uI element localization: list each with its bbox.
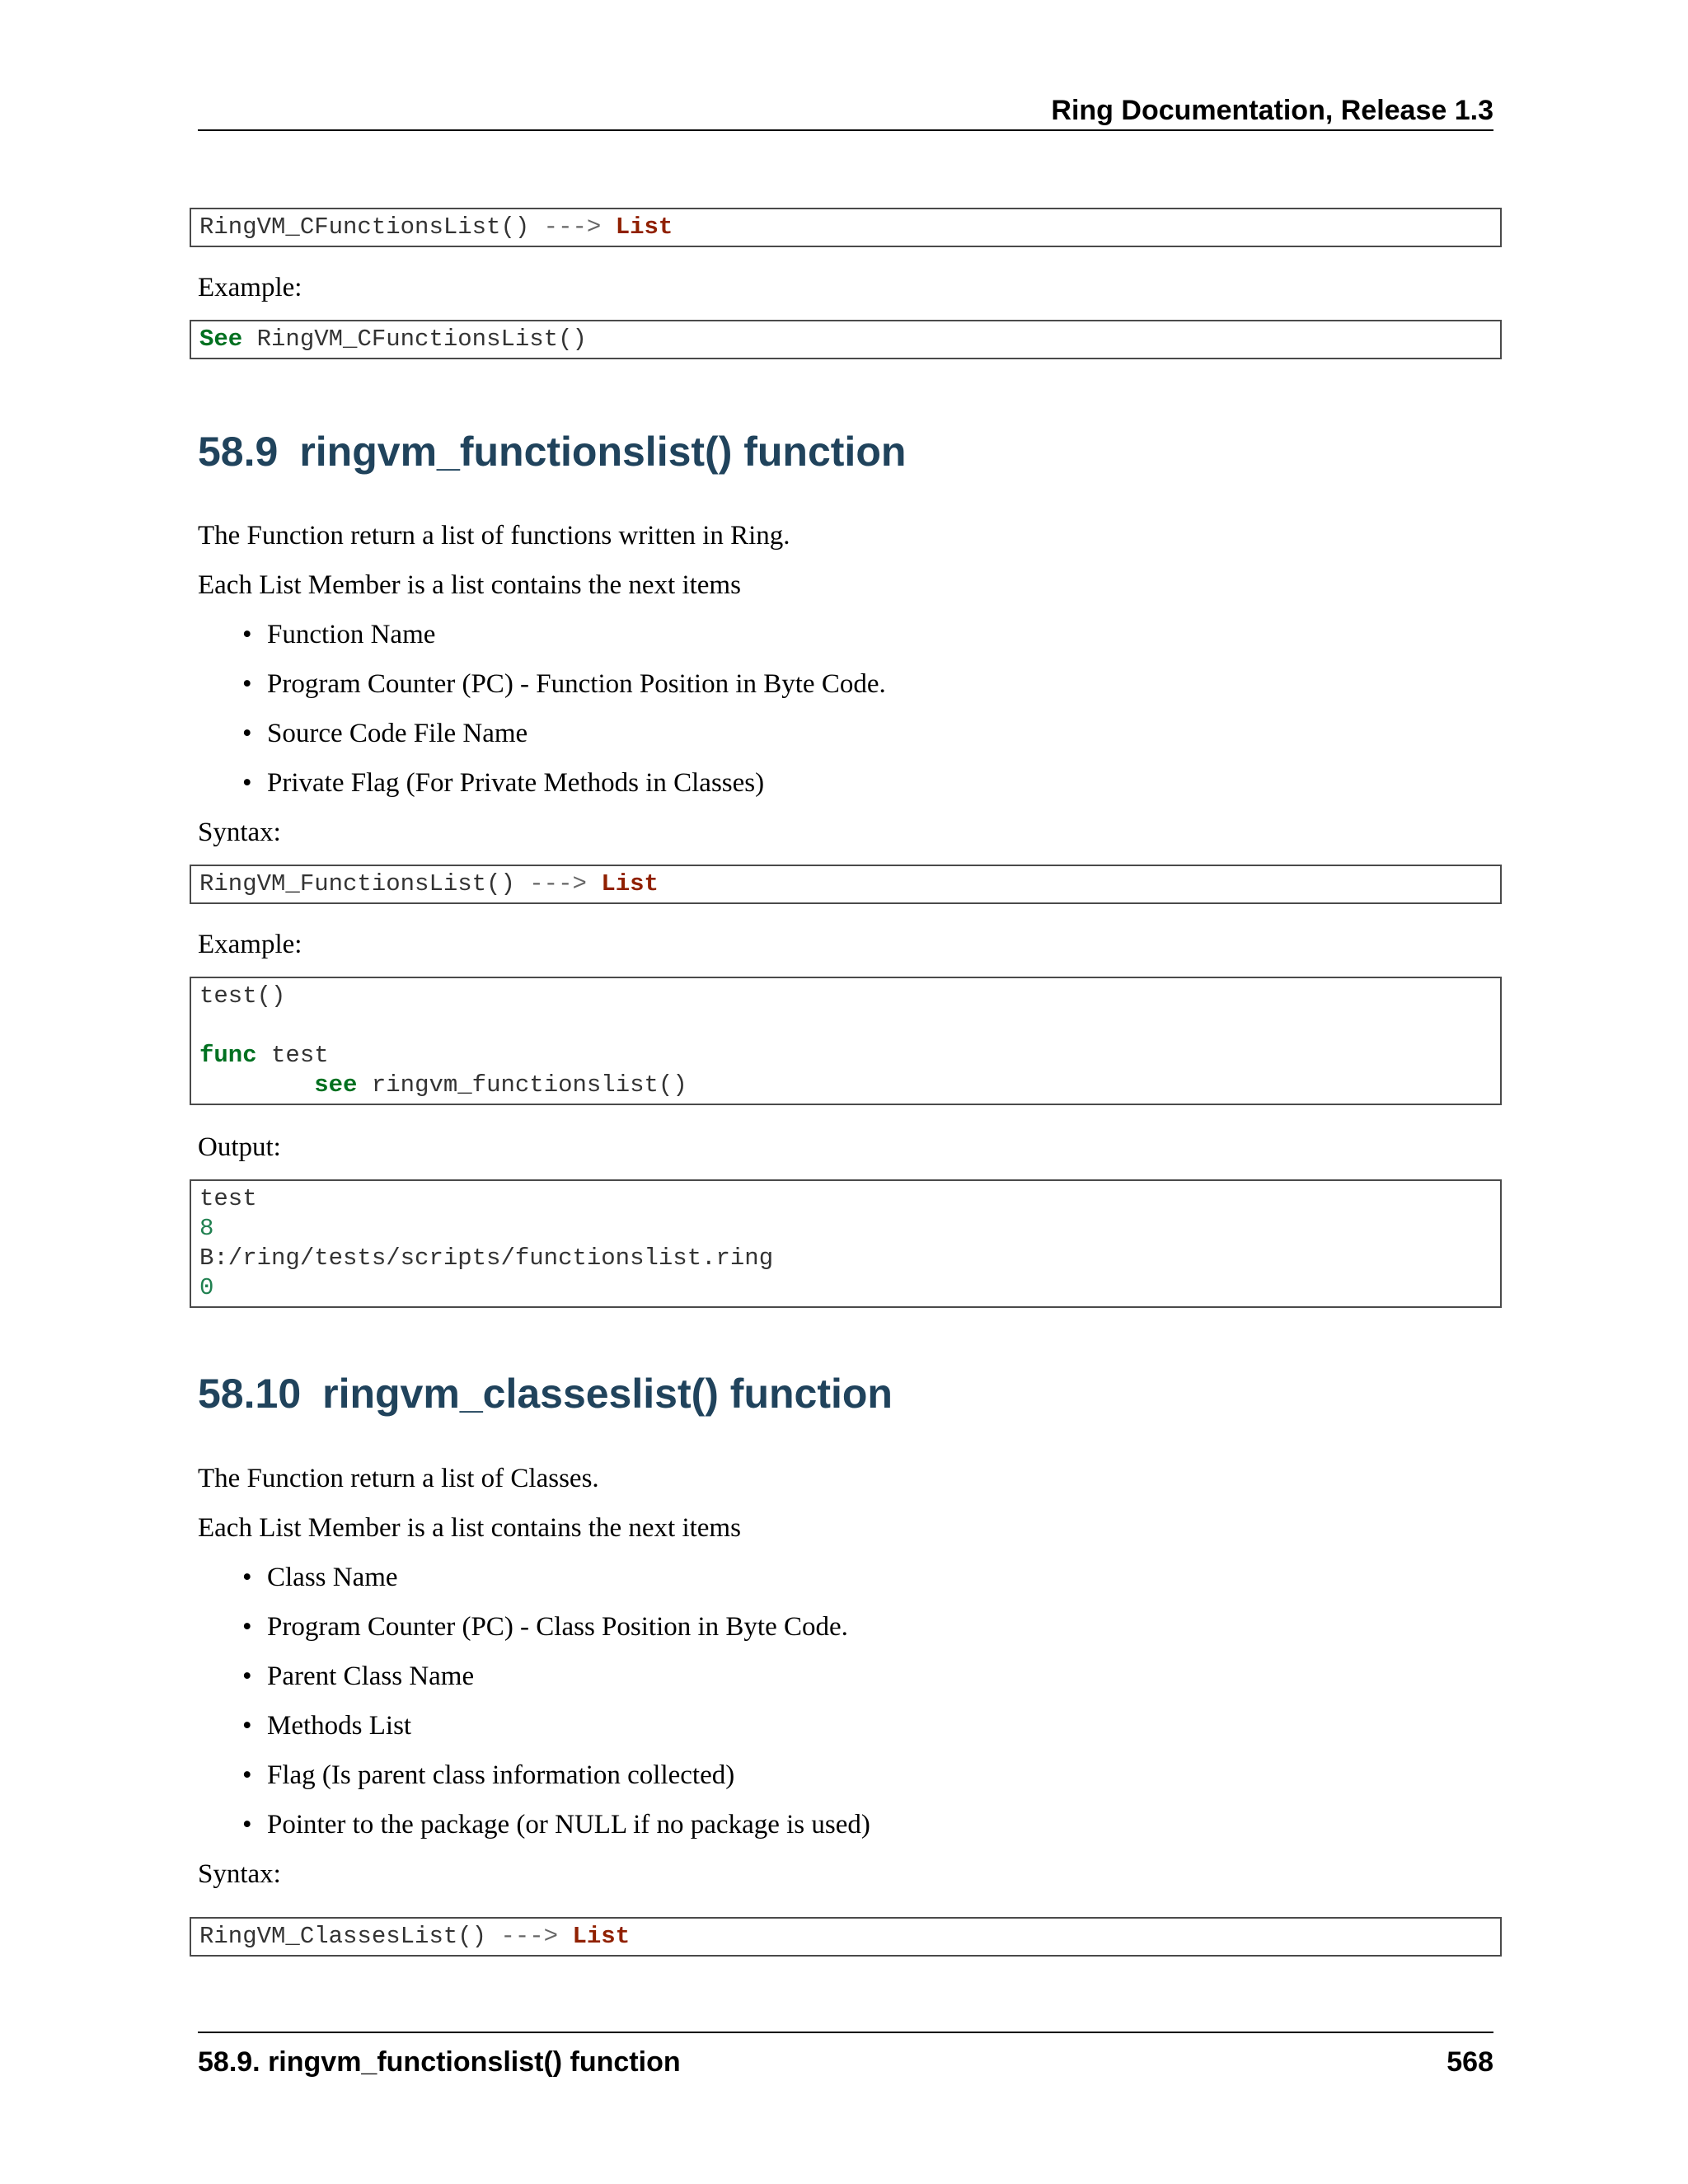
bullet-mark: • — [242, 1612, 252, 1642]
bullet-mark: • — [242, 719, 252, 748]
list-item — [242, 1709, 411, 1742]
bullet-mark: • — [242, 669, 252, 699]
header-rule — [198, 129, 1493, 131]
code-block-cfunctionslist-example — [190, 320, 1502, 359]
list-item-text: Source Code File Name — [267, 719, 528, 748]
list-item-text: Program Counter (PC) - Function Position in Byte Code. — [267, 669, 886, 699]
code-arrow: ---> — [500, 1923, 559, 1950]
list-item — [242, 1561, 398, 1594]
code-return-type: List — [615, 213, 673, 241]
list-item — [242, 618, 435, 651]
code-return-type: List — [572, 1923, 631, 1950]
page-number: 568 — [1447, 2046, 1493, 2078]
code-block-classeslist-syntax — [190, 1917, 1502, 1957]
items-intro: Each List Member is a list contains the next items — [198, 1513, 741, 1543]
bullet-mark: • — [242, 1810, 252, 1840]
running-header: Ring Documentation, Release 1.3 — [1051, 95, 1493, 126]
list-item-text: Parent Class Name — [267, 1661, 475, 1691]
output-label: Output: — [198, 1132, 281, 1162]
section-intro: The Function return a list of functions written in Ring. — [198, 521, 790, 551]
code-call: test() — [199, 982, 286, 1010]
list-item-text: Private Flag (For Private Methods in Classes) — [267, 768, 765, 798]
section-number: 58.9 — [198, 429, 279, 475]
list-item-text: Function Name — [267, 620, 436, 649]
section-number: 58.10 — [198, 1371, 302, 1417]
syntax-label: Syntax: — [198, 818, 281, 847]
code-block-functionslist-output — [190, 1179, 1502, 1308]
section-heading-58-10 — [198, 1369, 893, 1418]
section-title-text: ringvm_functionslist() function — [299, 429, 907, 475]
list-item-text: Flag (Is parent class information collected) — [267, 1760, 735, 1790]
code-call: RingVM_CFunctionsList() — [256, 326, 587, 353]
section-intro: The Function return a list of Classes. — [198, 1464, 599, 1493]
code-call: ringvm_functionslist() — [371, 1071, 687, 1099]
code-keyword: see — [314, 1071, 358, 1099]
bullet-mark: • — [242, 620, 252, 649]
items-intro: Each List Member is a list contains the next items — [198, 570, 741, 600]
code-keyword: See — [199, 326, 243, 353]
list-item-text: Program Counter (PC) - Class Position in Byte Code. — [267, 1612, 848, 1642]
list-item — [242, 668, 886, 701]
code-fn: RingVM_FunctionsList() — [199, 870, 515, 898]
output-line: 8 — [199, 1215, 214, 1242]
syntax-label: Syntax: — [198, 1859, 281, 1889]
bullet-mark: • — [242, 1661, 252, 1691]
section-title-text: ringvm_classeslist() function — [322, 1371, 893, 1417]
code-fn: RingVM_ClassesList() — [199, 1923, 487, 1950]
list-item-text: Methods List — [267, 1711, 412, 1741]
code-return-type: List — [601, 870, 659, 898]
list-item — [242, 1808, 870, 1841]
code-fn: RingVM_CFunctionsList() — [199, 213, 530, 241]
output-line: test — [199, 1185, 257, 1212]
footer-rule — [198, 2032, 1493, 2033]
code-block-functionslist-example — [190, 977, 1502, 1105]
code-block-functionslist-syntax — [190, 865, 1502, 904]
bullet-mark: • — [242, 1711, 252, 1741]
code-func-name: test — [271, 1042, 329, 1069]
list-item — [242, 1610, 848, 1643]
list-item — [242, 1759, 734, 1792]
example-label: Example: — [198, 930, 302, 959]
section-heading-58-9 — [198, 427, 906, 476]
bullet-mark: • — [242, 768, 252, 798]
output-line: 0 — [199, 1274, 214, 1301]
list-item — [242, 1660, 474, 1693]
example-label: Example: — [198, 273, 302, 302]
code-arrow: ---> — [529, 870, 587, 898]
code-block-cfunctionslist-syntax — [190, 208, 1502, 247]
code-arrow: ---> — [543, 213, 602, 241]
list-item-text: Pointer to the package (or NULL if no package is used) — [267, 1810, 870, 1840]
code-keyword: func — [199, 1042, 257, 1069]
list-item — [242, 717, 528, 750]
list-item — [242, 766, 764, 799]
bullet-mark: • — [242, 1563, 252, 1592]
bullet-mark: • — [242, 1760, 252, 1790]
list-item-text: Class Name — [267, 1563, 398, 1592]
footer-section-ref: 58.9. ringvm_functionslist() function — [198, 2046, 681, 2078]
output-line: B:/ring/tests/scripts/functionslist.ring — [199, 1244, 774, 1272]
